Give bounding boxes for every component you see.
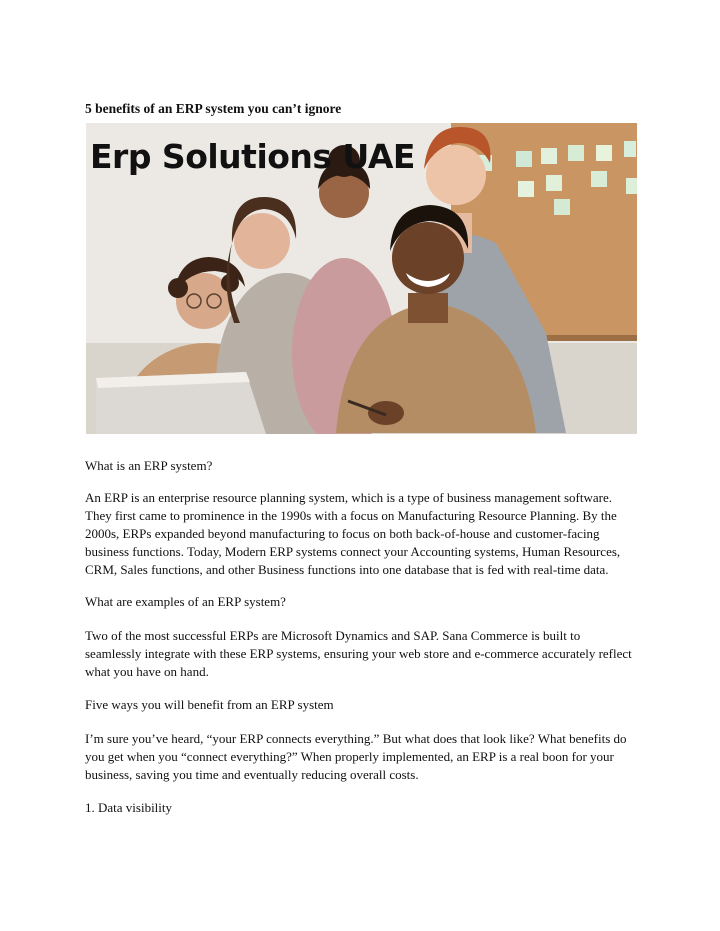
paragraph-five-ways-heading: Five ways you will benefit from an ERP system	[85, 697, 334, 712]
paragraph-erp-definition: An ERP is an enterprise resource planning system, which is a type of business management software. They first came to prominence in the 1990s with a focus on Manufacturing Resource Planning. By the 2000s, ERPs expanded beyond manufacturing to focus on both back-of-house and customer-facing business functions. Today, Modern ERP systems connect your Accounting systems, Human Resources, CRM, Sales functions, and other Business functions into one database that is fed with real-time data.	[85, 490, 621, 577]
image-caption: Erp Solutions UAE	[90, 137, 415, 176]
paragraph-erp-examples-heading: What are examples of an ERP system?	[85, 594, 286, 609]
hero-image	[86, 123, 637, 434]
paragraph-erp-examples: Two of the most successful ERPs are Microsoft Dynamics and SAP. Sana Commerce is built to seamlessly integrate with these ERP systems, ensuring your web store and e-commerce accurately reflect what you have on hand.	[85, 628, 632, 679]
paragraph-data-visibility-heading: 1. Data visibility	[85, 800, 173, 815]
paragraph-connects-everything: I’m sure you’ve heard, “your ERP connects everything.” But what does that look like? What benefits do you get when you “connect everything?” When properly implemented, an ERP is a real boon for your business, saving you time and eventually reducing overall costs.	[85, 731, 627, 782]
paragraph-what-is-erp-heading: What is an ERP system?	[85, 458, 213, 473]
document-title: 5 benefits of an ERP system you can’t ignore	[85, 101, 342, 116]
